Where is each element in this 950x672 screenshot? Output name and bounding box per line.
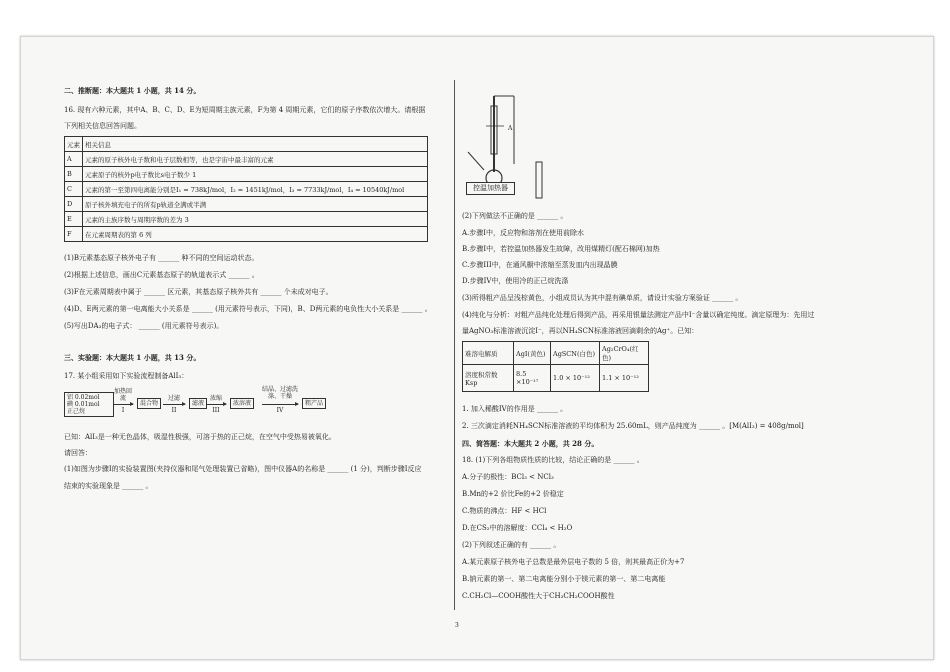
q18-2: (2)下列叙述正确的有 ______ 。	[462, 541, 561, 549]
flow-step-label: 浓缩	[209, 395, 222, 402]
flow-start-line: 正己烷	[67, 408, 86, 415]
q16-intro-line1: 16. 现有六种元素，其中A、B、C、D、E为短周期主族元素，F为第 4 周期元素，它们的原子序数依次增大。请根据	[64, 106, 426, 114]
option: A.分子的极性：BCl₃ < NCl₃	[462, 473, 554, 481]
q17-ask: 请回答：	[64, 449, 92, 457]
ksp-header-cell: AgI(黄色)	[514, 342, 551, 365]
table-header-row	[65, 137, 428, 152]
ksp-row-label: 溶度积常数 Ksp	[463, 365, 514, 392]
ksp-value: 1.1 × 10⁻¹²	[600, 365, 649, 392]
table-cell: C	[65, 182, 83, 197]
table-header-cell: 元素	[65, 137, 83, 152]
table-cell: 在元素周期表的第 6 列	[83, 227, 428, 242]
ksp-value: 1.0 × 10⁻¹²	[551, 365, 600, 392]
table-cell: 元素原子的核外p电子数比s电子数少 1	[83, 167, 428, 182]
q17-4-2: 2. 三次滴定消耗NH₄SCN标准溶液的平均体积为 25.60mL，则产品纯度为 ______ 。[M(AlI₃) = 408g/mol]	[462, 422, 804, 430]
table-row	[65, 197, 428, 212]
ksp-header-row	[463, 342, 649, 365]
table-cell: A	[65, 152, 83, 167]
ksp-header-cell: 难溶电解质	[463, 342, 514, 365]
option: C.步骤III中，在通风橱中浓缩至蒸发皿内出现晶膜	[462, 261, 618, 269]
q16-sub2: (2)根据上述信息，画出C元素基态原子的轨道表示式 ______ 。	[64, 271, 259, 279]
flow-start-line: 碘 0.01mol	[67, 401, 100, 408]
table-cell: D	[65, 197, 83, 212]
ksp-value-row	[463, 365, 649, 392]
option: A.某元素原子核外电子总数是最外层电子数的 5 倍，则其最高正价为+7	[462, 558, 685, 566]
q17-note: 已知：AlI₃是一种无色晶体，吸湿性极强，可溶于热的正己烷，在空气中受热易被氧化。	[64, 433, 336, 441]
table-row	[65, 212, 428, 227]
table-cell: E	[65, 212, 83, 227]
flow-box-filtrate: 滤液	[189, 398, 207, 409]
flow-step-num: III	[212, 407, 220, 414]
flow-step-label: 过滤	[167, 395, 180, 402]
flow-box-crude-product: 粗产品	[302, 398, 326, 409]
column-divider	[454, 80, 455, 610]
q16-sub5: (5)写出DA₃的电子式： ______ (用元素符号表示)。	[64, 322, 224, 330]
q17-intro: 17. 某小组采用如下实验流程制备AlI₃：	[64, 372, 189, 380]
option: C.物质的沸点：HF < HCl	[462, 507, 547, 515]
table-cell: 元素的主族序数与周期序数的差为 3	[83, 212, 428, 227]
option: D.步骤IV中，使用冷的正己烷洗涤	[462, 277, 569, 285]
table-header-cell: 相关信息	[83, 137, 428, 152]
flow-arrow	[206, 404, 226, 405]
q17-sub1-line1: (1)如图为步骤I的实验装置图(夹持仪器和尾气处理装置已省略)，图中仪器A的名称是 ______ (1 分)，判断步骤I反应	[64, 465, 422, 473]
q17-4-1: 1. 加入稀酸IV的作用是 ______ 。	[462, 405, 568, 413]
table-row	[65, 167, 428, 182]
table-cell: 元素的原子核外电子数和电子层数相等，也是宇宙中最丰富的元素	[83, 152, 428, 167]
flow-start-line: 铝 0.02mol	[67, 394, 100, 401]
section3-heading: 三、实验题：本大题共 1 小题，共 13 分。	[64, 353, 201, 362]
q16-sub1: (1)B元素基态原子核外电子有 ______ 种不同的空间运动状态。	[64, 254, 259, 262]
flow-step-num: II	[171, 407, 177, 414]
flow-arrow	[113, 404, 133, 405]
table-row	[65, 227, 428, 242]
table-cell: 原子核外填充电子的所有p轨道全满或半满	[83, 197, 428, 212]
q17-2: (2)下列做法不正确的是 ______ 。	[462, 212, 568, 220]
drying-tube	[536, 162, 542, 198]
flow-step-num: I	[121, 407, 125, 414]
flow-arrow	[262, 404, 298, 405]
flow-start-box	[64, 392, 114, 417]
flow-box-concentrate: 浓溶液	[230, 398, 254, 409]
table-row	[65, 152, 428, 167]
option: C.CH₂Cl—COOH酸性大于CH₃CH₂COOH酸性	[462, 592, 615, 600]
flow-arrow	[163, 404, 185, 405]
ksp-header-cell: AgSCN(白色)	[551, 342, 600, 365]
q17-3: (3)所得粗产品呈浅棕黄色，小组成员认为其中混有碘单质，请设计实验方案验证 ______ 。	[462, 294, 743, 302]
ksp-header-cell: Ag₂CrO₄(红色)	[600, 342, 649, 365]
ksp-table	[462, 341, 649, 392]
q17-4-line2: 量AgNO₃标准溶液沉淀I⁻，再以NH₄SCN标准溶液回滴剩余的Ag⁺。已知：	[462, 327, 699, 335]
option: B.钠元素的第一、第二电离能分别小于镁元素的第一、第二电离能	[462, 575, 666, 583]
q16-sub3: (3)F在元素周期表中属于 ______ 区元素，其基态原子核外共有 ______ 个未成对电子。	[64, 288, 333, 296]
section4-heading: 四、简答题：本大题共 2 小题，共 28 分。	[462, 439, 599, 448]
apparatus-label-a: A	[508, 125, 513, 132]
section2-heading: 二、推断题：本大题共 1 小题，共 14 分。	[64, 86, 201, 95]
element-info-table	[64, 136, 428, 242]
table-cell: B	[65, 167, 83, 182]
option: B.Mn的+2 价比Fe的+2 价稳定	[462, 490, 564, 498]
flow-step-label: 加热回流	[113, 388, 132, 402]
q18-1: 18. (1)下列各组物质性质的比较，结论正确的是 ______ 。	[462, 456, 644, 464]
table-row	[65, 182, 428, 197]
q17-4-line1: (4)纯化与分析：对粗产品纯化处理后得到产品，再采用银量法测定产品中I⁻含量以确定纯度。滴定原理为：先用过	[462, 311, 815, 319]
table-cell: 元素的第一至第四电离能分别是I₁ = 738kJ/mol，I₂ = 1451kJ/mol，I₃ = 7733kJ/mol，I₄ = 10540kJ/mol	[83, 182, 428, 197]
table-cell: F	[65, 227, 83, 242]
heater-label: 控温加热器	[466, 182, 515, 195]
flow-box-mixture: 混合物	[137, 398, 161, 409]
q16-sub4: (4)D、E两元素的第一电离能大小关系是 ______ (用元素符号表示，下同)，B、D两元素的电负性大小关系是 ______ 。	[64, 305, 432, 313]
flow-step-num: IV	[276, 407, 284, 414]
flow-step-label: 结晶、过滤洗涤、干燥	[261, 386, 298, 400]
page-number: 3	[455, 622, 459, 629]
clamp-arm	[468, 152, 484, 170]
option: B.步骤I中，若控温加热器发生故障，改用煤精灯(配石棉网)加热	[462, 245, 660, 253]
ksp-value: 8.5 ×10⁻¹⁷	[514, 365, 551, 392]
q17-sub1-line2: 结束的实验现象是 ______ 。	[64, 482, 153, 490]
q16-intro-line2: 下列相关信息回答问题。	[64, 122, 141, 130]
option: D.在CS₂中的溶解度：CCl₄ < H₂O	[462, 524, 573, 532]
option: A.步骤I中，反应物和溶剂在使用前除水	[462, 229, 585, 237]
